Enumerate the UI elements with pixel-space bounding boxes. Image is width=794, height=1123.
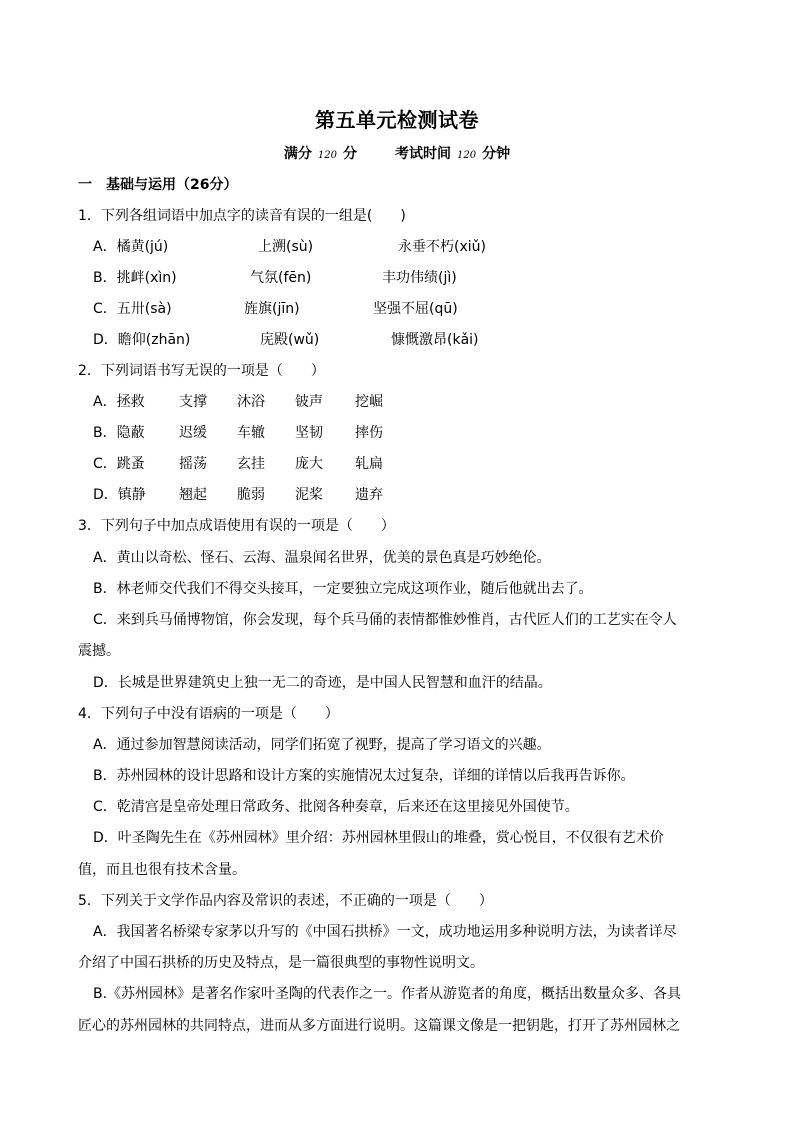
question-3-option-b: B．林老师交代我们不得交头接耳，一定要独立完成这项作业，随后他就出去了。: [93, 581, 593, 597]
question-1-option-b: [93, 268, 457, 288]
question-4-option-a: A．通过参加智慧阅读活动，同学们拓宽了视野，提高了学习语文的兴趣。: [93, 737, 551, 753]
question-3-stem: 3．下列句子中加点成语使用有误的一项是（ ）: [78, 518, 395, 534]
option-item: 泥桨: [295, 487, 323, 503]
exam-info: [0, 143, 794, 163]
option-item: 气氛(fēn): [250, 270, 312, 286]
question-5-option-a-cont: 介绍了中国石拱桥的历史及特点，是一篇很典型的事物性说明文。: [78, 955, 484, 971]
score-value: 120: [317, 150, 337, 161]
option-item: 慷慨激昂(kǎi): [391, 332, 479, 348]
question-2-option-c: [93, 454, 383, 474]
question-3-option-a: A．黄山以奇松、怪石、云海、温泉闻名世界，优美的景色真是巧妙绝伦。: [93, 550, 551, 566]
option-item: 翘起: [179, 487, 207, 503]
question-3-option-c-cont: 震撼。: [78, 643, 120, 659]
option-item: 庞大: [295, 456, 323, 472]
option-item: 车辙: [237, 425, 265, 441]
option-item: 玄挂: [237, 456, 265, 472]
question-5-stem: 5．下列关于文学作品内容及常识的表述，不正确的一项是（ ）: [78, 893, 493, 909]
option-item: D．镇静: [93, 487, 146, 503]
question-3-option-c: C．来到兵马俑博物馆，你会发现，每个兵马俑的表情都惟妙惟肖，古代匠人们的工艺实在令人: [93, 612, 677, 628]
section-heading: 一 基础与运用（26分）: [78, 177, 238, 193]
score-unit: 分: [343, 146, 357, 162]
option-item: 挖崛: [355, 394, 383, 410]
time-label: 考试时间: [395, 146, 451, 162]
question-5-option-a: A．我国著名桥梁专家茅以升写的《中国石拱桥》一文，成功地运用多种说明方法，为读者详尽: [93, 924, 677, 940]
option-item: 遗弃: [355, 487, 383, 503]
time-unit: 分钟: [482, 146, 511, 162]
option-item: 脆弱: [237, 487, 265, 503]
option-item: 庑殿(wǔ): [260, 332, 320, 348]
question-2-stem: 2．下列词语书写无误的一项是（ ）: [78, 363, 325, 379]
question-2-option-b: [93, 423, 383, 443]
option-item: C．五卅(sà): [93, 301, 172, 317]
option-item: 坚强不屈(qū): [373, 301, 458, 317]
option-item: A．拯救: [93, 394, 145, 410]
question-3-option-d: D．长城是世界建筑史上独一无二的奇迹，是中国人民智慧和血汗的结晶。: [93, 675, 552, 691]
question-4-option-b: B．苏州园林的设计思路和设计方案的实施情况太过复杂，详细的详情以后我再告诉你。: [93, 768, 635, 784]
option-item: 迟缓: [179, 425, 207, 441]
question-1-option-a: [93, 237, 486, 257]
question-2-option-a: [93, 392, 383, 412]
question-2-option-d: [93, 485, 383, 505]
question-4-option-c: C．乾清宫是皇帝处理日常政务、批阅各种奏章，后来还在这里接见外国使节。: [93, 799, 579, 815]
option-item: 丰功伟绩(jì): [382, 270, 457, 286]
question-1-stem: [78, 206, 406, 226]
question-1-text: 1．下列各组词语中加点字的读音有误的一组是( ): [78, 208, 406, 224]
option-item: 轧扁: [355, 456, 383, 472]
option-item: B．挑衅(xìn): [93, 270, 177, 286]
time-value: 120: [457, 150, 477, 161]
option-item: 沐浴: [237, 394, 265, 410]
option-item: 铍声: [295, 394, 323, 410]
question-1-option-c: [93, 299, 458, 319]
option-item: D．瞻仰(zhān): [93, 332, 191, 348]
question-4-stem: 4．下列句子中没有语病的一项是（ ）: [78, 706, 339, 722]
question-5-option-b-cont: 匠心的苏州园林的共同特点，进而从多方面进行说明。这篇课文像是一把钥匙，打开了苏州园林之: [78, 1018, 680, 1034]
option-item: 永垂不朽(xiǔ): [398, 239, 486, 255]
option-item: C．跳蚤: [93, 456, 145, 472]
option-item: 摔伤: [355, 425, 383, 441]
question-4-option-d: D．叶圣陶先生在《苏州园林》里介绍：苏州园林里假山的堆叠，赏心悦目，不仅很有艺术价: [93, 830, 664, 846]
score-label: 满分: [283, 146, 312, 162]
option-item: B．隐蔽: [93, 425, 145, 441]
page-title: 第五单元检测试卷: [315, 108, 479, 132]
question-4-option-d-cont: 值，而且也很有技术含量。: [78, 862, 246, 878]
option-item: 支撑: [179, 394, 207, 410]
question-1-option-d: [93, 330, 479, 350]
option-item: 旌旗(jīn): [244, 301, 300, 317]
option-item: 坚韧: [295, 425, 323, 441]
option-item: A．橘黄(jú): [93, 239, 169, 255]
question-5-option-b: B.《苏州园林》是著名作家叶圣陶的代表作之一。作者从游览者的角度，概括出数量众多、各具: [93, 986, 682, 1002]
option-item: 摇荡: [179, 456, 207, 472]
option-item: 上溯(sù): [258, 239, 314, 255]
